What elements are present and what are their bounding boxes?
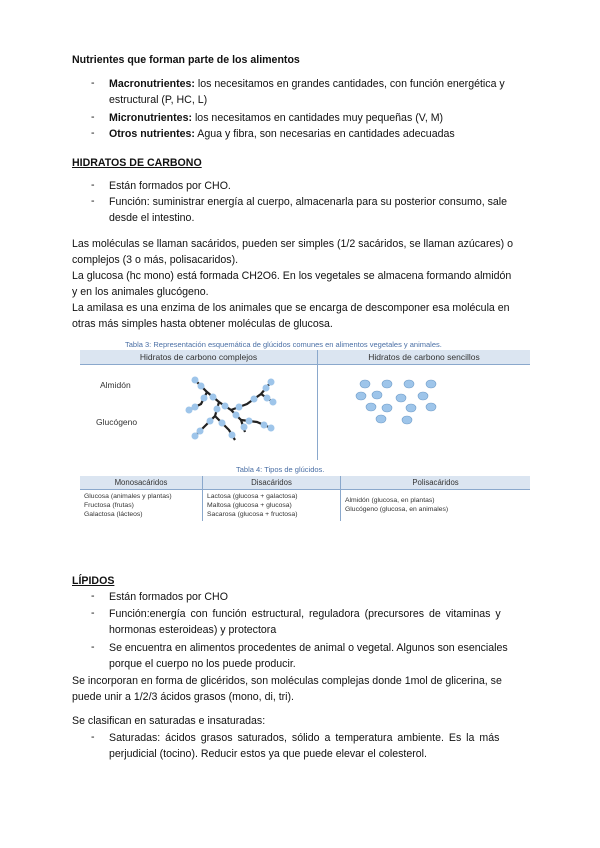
list-item: Función: suministrar energía al cuerpo, almacenarla para su posterior consumo, sale bbox=[109, 196, 508, 208]
section-heading-lipidos: LÍPIDOS bbox=[72, 575, 115, 587]
table4-header: Polisacáridos bbox=[341, 476, 531, 490]
table3-caption: Tabla 3: Representación esquemática de glúcidos comunes en alimentos vegetales y animales. bbox=[125, 340, 442, 349]
complex-carbohydrate-illustration bbox=[175, 370, 285, 445]
list-item: Micronutrientes: los necesitamos en cantidades muy pequeñas (V, M) bbox=[109, 112, 444, 124]
paragraph-line: otras más simples hasta obtener moléculas de glucosa. bbox=[72, 318, 333, 330]
table4-header: Monosacáridos bbox=[80, 476, 203, 490]
table3-header: Hidratos de carbono complejos bbox=[80, 350, 318, 365]
list-item-continuation: perjudicial (tocino). Reducir estos ya que puede elevar el colesterol. bbox=[109, 748, 427, 760]
table4-cell-di: Lactosa (glucosa + galactosa) Maltosa (glucosa + glucosa) Sacarosa (glucosa + fructosa) bbox=[203, 490, 341, 522]
table4-cell-mono: Glucosa (animales y plantas) Fructosa (frutas) Galactosa (lácteos) bbox=[84, 493, 172, 518]
section-heading-hidratos: HIDRATOS DE CARBONO bbox=[72, 157, 202, 169]
list-item: Macronutrientes: los necesitamos en grandes cantidades, con función energética y bbox=[109, 78, 505, 90]
table3-header: Hidratos de carbono sencillos bbox=[318, 350, 531, 365]
paragraph-line: Se incorporan en forma de glicéridos, son moléculas complejas donde 1mol de glicerina, se bbox=[72, 675, 502, 687]
list-item: Saturadas: ácidos grasos saturados, sólido a temperatura ambiente. Es la más bbox=[109, 732, 500, 744]
paragraph-line: y en los animales glucógeno. bbox=[72, 286, 209, 298]
section-title: Nutrientes que forman parte de los alimentos bbox=[72, 54, 300, 66]
paragraph-line: La glucosa (hc mono) está formada CH2O6. En los vegetales se almacena formando almidón bbox=[72, 270, 512, 282]
list-item-continuation: hormonas esteroideas) y protectora bbox=[109, 624, 277, 636]
table4-header: Disacáridos bbox=[203, 476, 341, 490]
document-page: Nutrientes que forman parte de los alimentos - Macronutrientes: los necesitamos en grandes cantidades, con función energética y estructural (P, HC, L) - Micronutrientes: los necesitamos en cantidades muy pequeñas (V, M) - Otros nutrientes: Agua y fibra, son necesarias en cantidades adecuadas HIDRATOS DE CARBONO - Están formados por CHO. - Función: suministrar energía al cuerpo, almacenarla para su posterior consumo, sale desde el intestino. Las moléculas se llaman sacáridos, pueden ser simples (1/2 sacáridos, se llaman azúcares) o complejos (3 o más, polisacaridos). La glucosa (hc mono) está formada CH2O6. En los vegetales se almacena formando almidón y en los animales glucógeno. La amilasa es una enzima de los animales que se encarga de descomponer esa molécula en otras más simples hasta obtener moléculas de glucosa. Tabla 3: Representación esquemática de glúcidos comunes en alimentos vegetales y animales. Hidratos de carbono complejos Hidratos de carbono sencillos Almidón Glucógeno Tabla 4: Tipos de glúcidos. Monosacáridos Disacáridos Polisacáridos Glucosa (animales y plantas) Fructosa (frutas) Galactosa (lácteos) Lactosa (glucosa + galactosa) Maltosa (glucosa + glucosa) Sacarosa (glucosa + fructosa) Almidón (glucosa, en plantas) Glucógeno (glucosa, en animales) LÍPIDOS - Están formados por CHO - Función:energía con función estructural, reguladora (precursores de vitaminas y hormonas esteroideas) y protectora - Se encuentra en alimentos procedentes de animal o vegetal. Algunos son esenciales porque el cuerpo no los puede producir. Se incorporan en forma de glicéridos, son moléculas complejas donde 1mol de glicerina, se puede unir a 1/2/3 ácidos grasos (mono, di, tri). Se clasifican en saturadas e insaturadas: - Saturadas: ácidos grasos saturados, sólido a temperatura ambiente. Es la más perjudicial (tocino). Reducir estos ya que puede elevar el colesterol. bbox=[0, 0, 600, 848]
paragraph-line: puede unir a 1/2/3 ácidos grasos (mono, di, tri). bbox=[72, 691, 294, 703]
list-item-continuation: porque el cuerpo no los puede producir. bbox=[109, 658, 296, 670]
list-item: Otros nutrientes: Agua y fibra, son necesarias en cantidades adecuadas bbox=[109, 128, 455, 140]
list-item-continuation: estructural (P, HC, L) bbox=[109, 94, 208, 106]
paragraph-line: Se clasifican en saturadas e insaturadas: bbox=[72, 715, 266, 727]
paragraph-line: Las moléculas se llaman sacáridos, pueden ser simples (1/2 sacáridos, se llaman azúcares) o bbox=[72, 238, 514, 250]
list-item: Están formados por CHO. bbox=[109, 180, 231, 192]
paragraph-line: La amilasa es una enzima de los animales que se encarga de descomponer esa molécula en bbox=[72, 302, 510, 314]
simple-carbohydrate-illustration bbox=[355, 378, 445, 428]
table4-caption: Tabla 4: Tipos de glúcidos. bbox=[236, 465, 325, 474]
row-label-almidon: Almidón bbox=[100, 380, 131, 390]
paragraph-line: complejos (3 o más, polisacaridos). bbox=[72, 254, 239, 266]
row-label-glucogeno: Glucógeno bbox=[96, 417, 138, 427]
list-item: Están formados por CHO bbox=[109, 591, 228, 603]
list-item: Función:energía con función estructural, reguladora (precursores de vitaminas y bbox=[109, 608, 501, 620]
table4-cell-poli: Almidón (glucosa, en plantas) Glucógeno (glucosa, en animales) bbox=[341, 490, 531, 522]
list-item-continuation: desde el intestino. bbox=[109, 212, 195, 224]
table4 bbox=[80, 476, 530, 521]
table3 bbox=[80, 350, 530, 460]
list-item: Se encuentra en alimentos procedentes de animal o vegetal. Algunos son esenciales bbox=[109, 642, 508, 654]
